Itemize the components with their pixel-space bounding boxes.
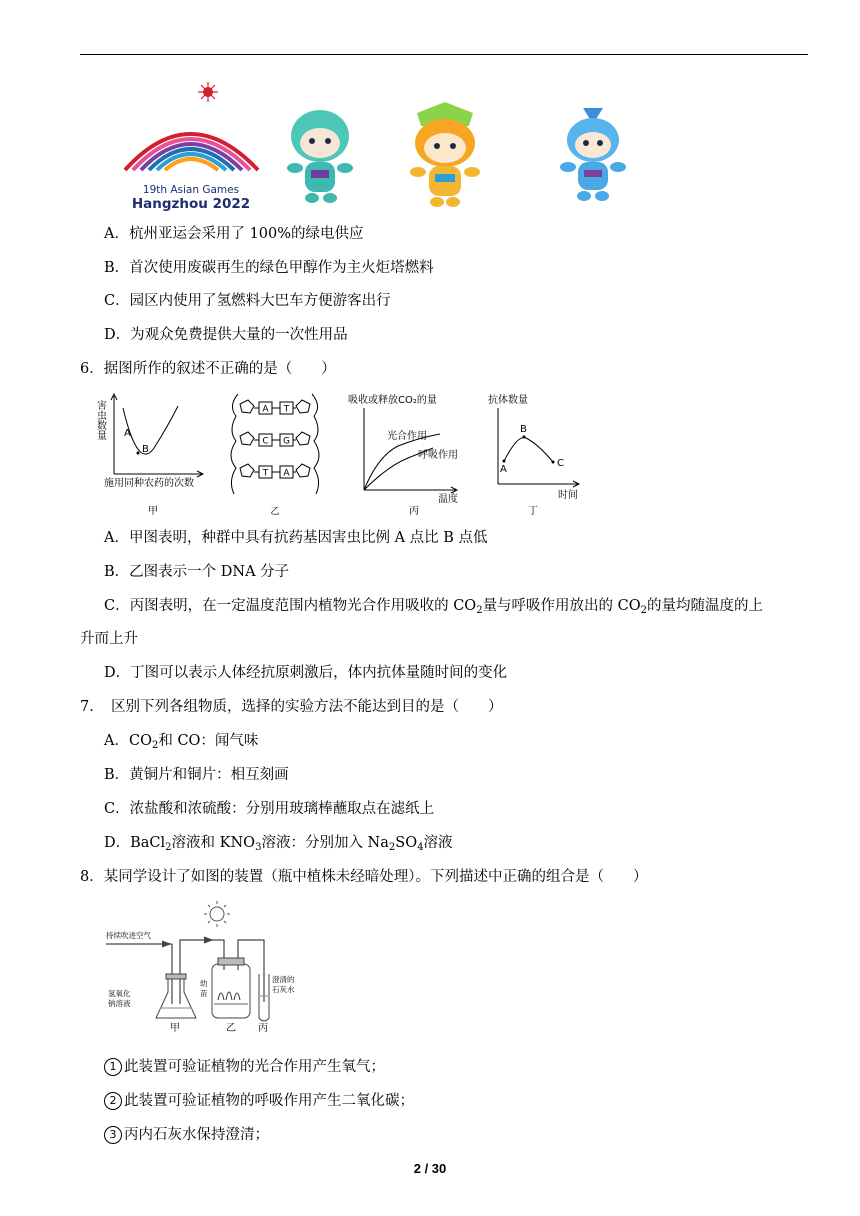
bing-ylabel: 吸收或释放CO₂的量 [348, 395, 437, 406]
figure-ding [488, 393, 579, 517]
q8-apparatus-figure [104, 900, 295, 1035]
q7d-text-4: SO [395, 835, 418, 851]
q7-option-c: C．浓盐酸和浓硫酸：分别用玻璃棒蘸取点在滤纸上 [104, 801, 435, 817]
bing-series-resp: 呼吸作用 [418, 450, 458, 461]
q6-stem: 6．据图所作的叙述不正确的是（ ） [80, 361, 336, 377]
q7-stem: 7． 区别下列各组物质，选择的实验方法不能达到目的是（ ） [80, 699, 503, 715]
q6c-text-1: C．丙图表明，在一定温度范围内植物光合作用吸收的 CO [104, 598, 477, 614]
figure-jia [95, 394, 204, 517]
ding-caption: 丁 [528, 506, 538, 517]
q8-item-3-number: 3 [104, 1126, 122, 1144]
q8-item-2-text: 此装置可验证植物的呼吸作用产生二氧化碳； [124, 1093, 414, 1109]
ding-point-a: A [500, 464, 507, 475]
plant-label-2: 苗 [200, 989, 208, 998]
mascot-teal [287, 110, 353, 203]
q7a-text-1: A．CO [104, 733, 152, 749]
ding-point-c: C [557, 458, 564, 469]
jia-point-b: B [142, 444, 149, 455]
q7d-sub-3: 2 [388, 842, 396, 853]
bing-xlabel: 温度 [438, 494, 458, 505]
yi-base-3a: T [262, 468, 269, 479]
asian-games-image [115, 78, 645, 213]
q8-item-2-number: 2 [104, 1092, 122, 1110]
yi-caption: 乙 [270, 507, 280, 517]
mascot-gold [410, 102, 480, 207]
jia-point-a: A [124, 428, 131, 439]
jar-yi [212, 958, 250, 1018]
logo-line-2: Hangzhou 2022 [131, 196, 251, 212]
q6c-sub-2: 2 [640, 605, 648, 616]
q6-option-c-continued: 升而上升 [80, 631, 138, 647]
limewater-label-2: 石灰水 [272, 985, 295, 994]
logo-line-1: 19th Asian Games [142, 184, 240, 196]
q7a-sub: 2 [151, 740, 159, 751]
q6c-text-3: 的量均随温度的上 [647, 598, 764, 614]
asian-games-logo [125, 82, 258, 212]
bing-caption: 丙 [409, 506, 419, 517]
jia-ylabel: 害虫数量 [94, 400, 106, 440]
jia-caption: 甲 [148, 506, 158, 517]
q6-option-c [104, 596, 763, 616]
q7d-text-2: 溶液和 KNO [171, 835, 256, 851]
q7-option-a [104, 731, 258, 751]
q6-option-b: B．乙图表示一个 DNA 分子 [104, 564, 290, 580]
q7d-sub-4: 4 [417, 842, 424, 853]
q8-item-2 [104, 1091, 414, 1111]
yi-base-1b: T [283, 404, 290, 415]
caption-bing: 丙 [258, 1023, 268, 1034]
mascot-blue [560, 108, 626, 201]
q6c-text-2: 量与呼吸作用放出的 CO [482, 598, 641, 614]
air-label: 持续吹进空气 [106, 931, 151, 940]
q7d-text-3: 溶液：分别加入 Na [261, 835, 389, 851]
header-rule [80, 54, 808, 55]
q7d-text-5: 溶液 [423, 835, 453, 851]
flask-jia [156, 974, 196, 1018]
q6-option-d: D．丁图可以表示人体经抗原刺激后，体内抗体量随时间的变化 [104, 665, 508, 681]
q7-option-b: B．黄铜片和铜片：相互刻画 [104, 767, 289, 783]
yi-base-1a: A [262, 404, 269, 415]
yi-base-2b: G [283, 436, 290, 447]
figure-yi-bases [262, 405, 291, 518]
plant-label-1: 幼 [200, 979, 208, 988]
naoh-label-1: 氢氧化 [108, 989, 131, 998]
q8-item-3 [104, 1125, 269, 1145]
q7d-sub-2: 3 [255, 842, 262, 853]
ding-ylabel: 抗体数量 [488, 395, 528, 406]
q8-item-1-text: 此装置可验证植物的光合作用产生氧气； [124, 1059, 385, 1075]
q5-option-b: B．首次使用废碳再生的绿色甲醇作为主火炬塔燃料 [104, 260, 434, 276]
caption-yi: 乙 [226, 1023, 236, 1034]
bing-series-photo: 光合作用 [387, 431, 427, 442]
q8-item-1-number: 1 [104, 1058, 122, 1076]
naoh-label-2: 钠溶液 [108, 999, 131, 1008]
ding-xlabel: 时间 [558, 490, 578, 501]
sun-icon [204, 901, 230, 927]
q7a-text-2: 和 CO：闻气味 [158, 733, 259, 749]
figure-yi [231, 394, 319, 494]
q6-option-a: A．甲图表明，种群中具有抗药基因害虫比例 A 点比 B 点低 [104, 530, 488, 546]
figure-bing [348, 393, 458, 517]
q7d-text-1: D．BaCl [104, 835, 166, 851]
q8-item-1 [104, 1057, 385, 1077]
caption-jia: 甲 [170, 1023, 180, 1034]
q6c-sub-1: 2 [476, 605, 483, 616]
q5-option-a: A．杭州亚运会采用了 100%的绿电供应 [104, 226, 364, 242]
limewater-label-1: 澄清的 [272, 975, 295, 984]
q7-option-d [104, 833, 452, 853]
q8-item-3-text: 丙内石灰水保持澄清； [124, 1127, 269, 1143]
q8-stem: 8．某同学设计了如图的装置（瓶中植株未经暗处理）。下列描述中正确的组合是（ ） [80, 869, 648, 885]
page-number: 2 / 30 [413, 1161, 447, 1176]
yi-base-2a: C [262, 436, 269, 447]
q5-option-c: C．园区内使用了氢燃料大巴车方便游客出行 [104, 293, 391, 309]
jia-xlabel: 施用同种农药的次数 [104, 478, 194, 489]
ding-point-b: B [520, 424, 527, 435]
q5-option-d: D．为观众免费提供大量的一次性用品 [104, 327, 348, 343]
q6-figures [94, 386, 593, 520]
yi-base-3b: A [283, 468, 290, 479]
q7d-sub-1: 2 [165, 842, 172, 853]
